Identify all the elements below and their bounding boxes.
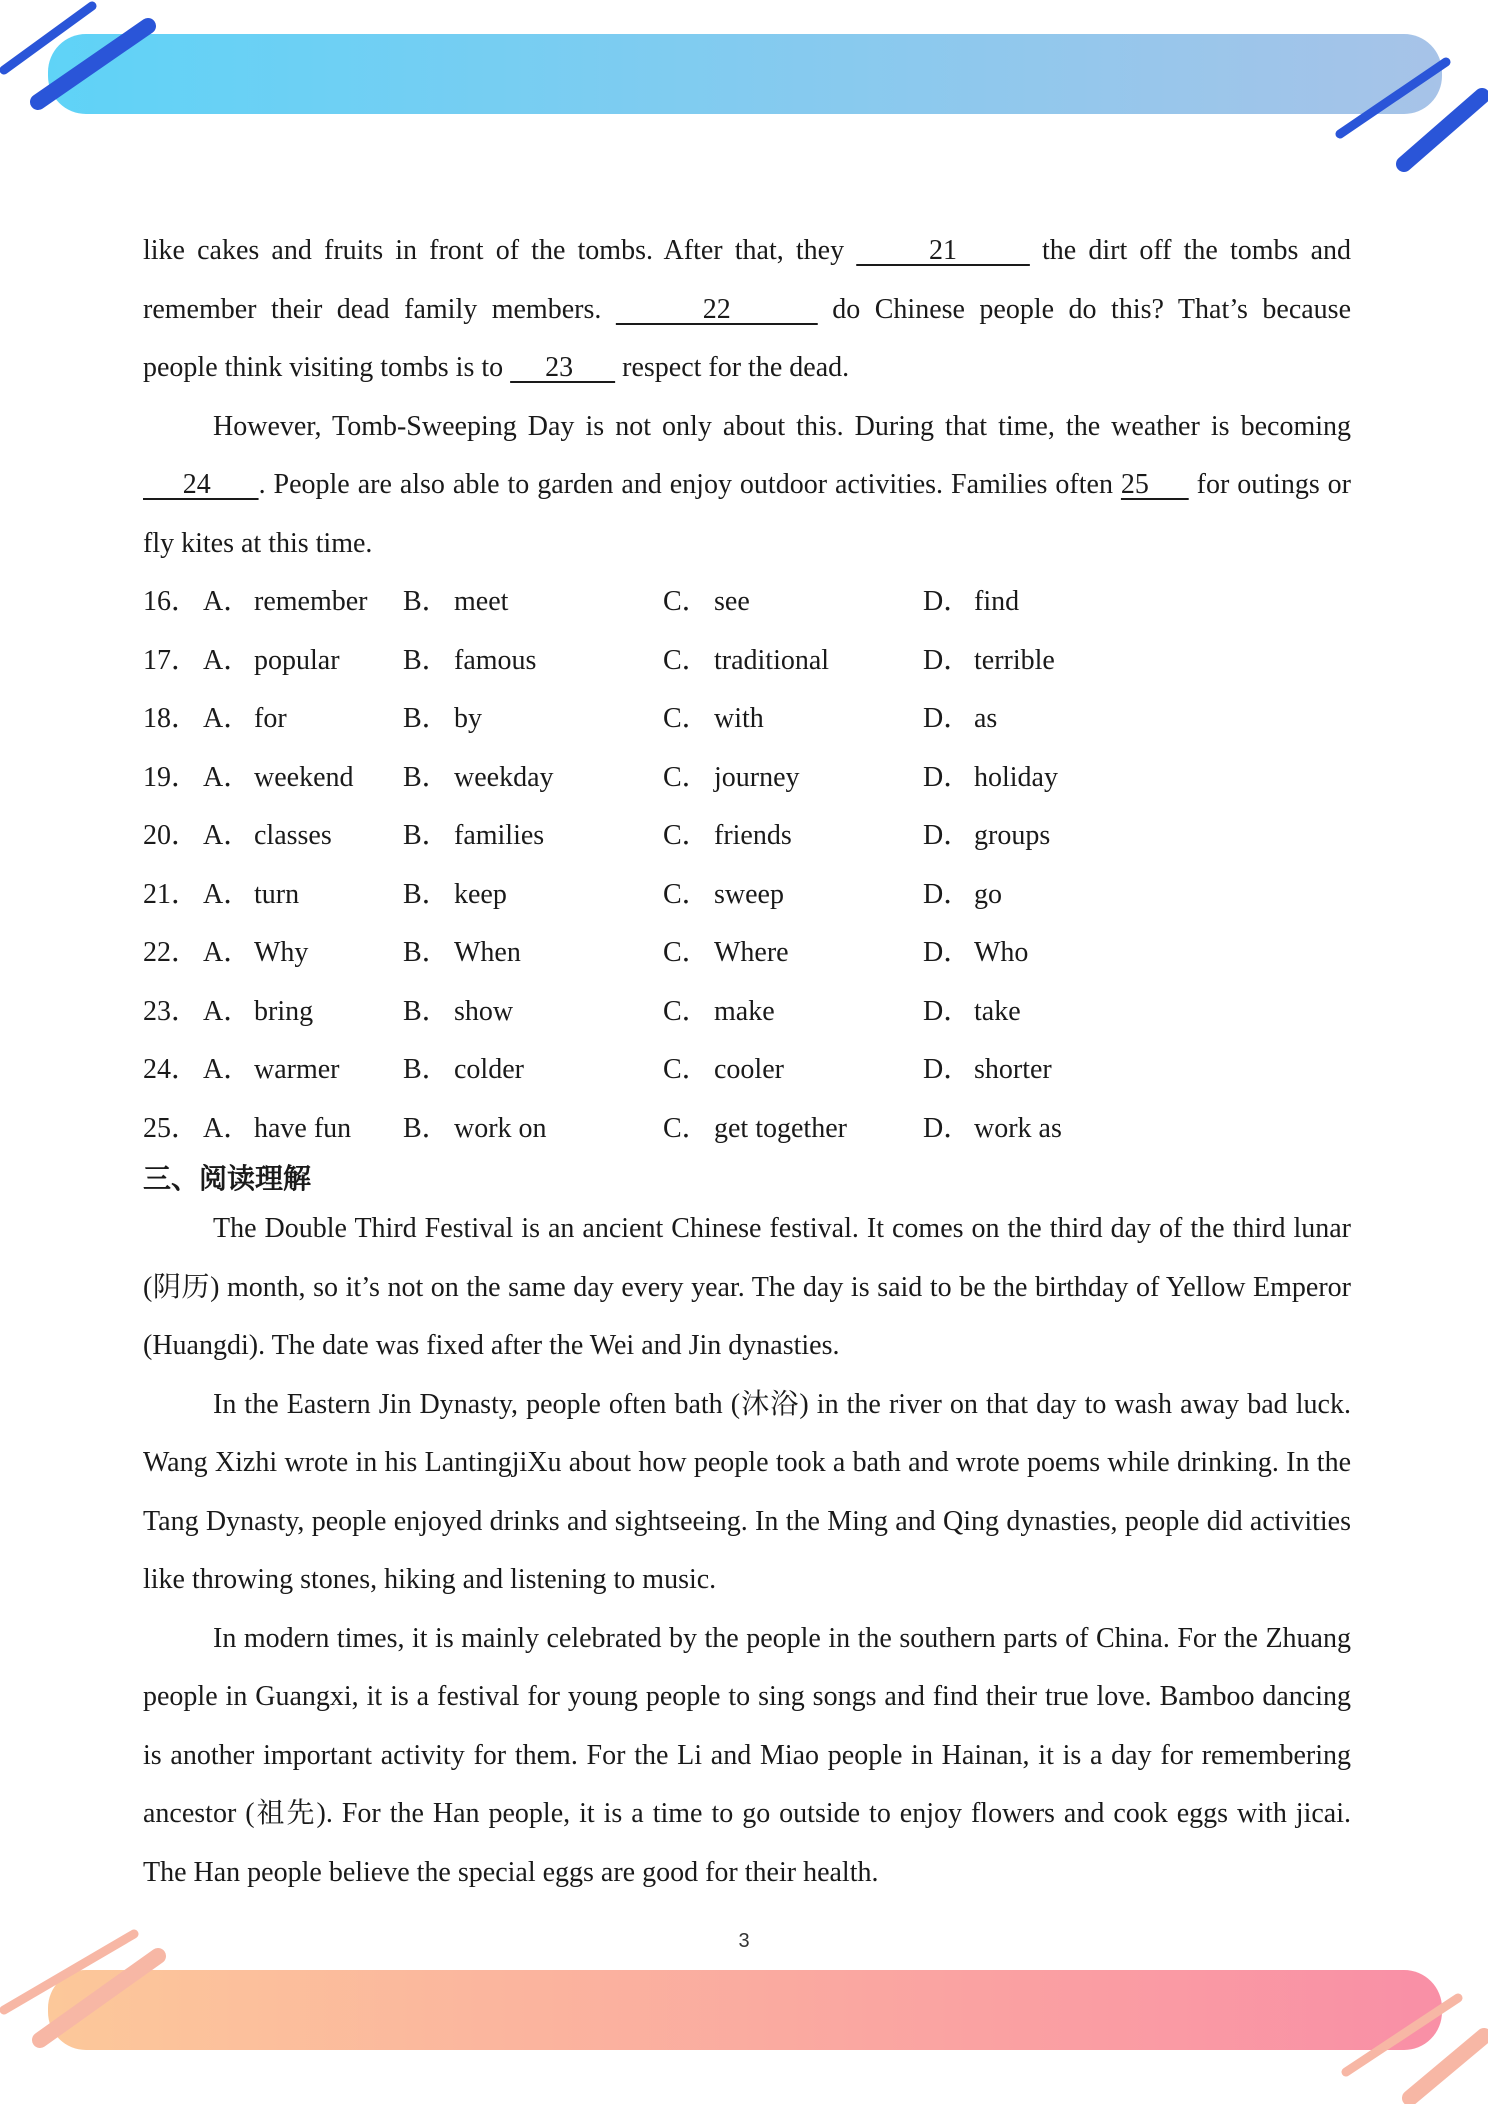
option-b [403, 807, 663, 866]
option-b [403, 866, 663, 925]
text: people think visiting tombs is to [143, 352, 511, 383]
text: do Chinese people do this? That’s because [817, 293, 1352, 325]
text: the dirt off the tombs and [1029, 235, 1351, 266]
cloze-paragraph-2 [143, 398, 1351, 574]
option-letter: A． [203, 1054, 252, 1085]
option-text: warmer [254, 1054, 340, 1085]
option-text: holiday [974, 761, 1058, 793]
option-b [403, 1041, 663, 1100]
blank-22: 22 [615, 293, 818, 325]
text: for outings or fly kites at this time. [143, 469, 1352, 559]
option-b [403, 690, 663, 749]
option-b [403, 632, 663, 691]
blank-25: 25 [1120, 469, 1189, 500]
option-text: traditional [714, 644, 830, 676]
option-text: colder [454, 1054, 524, 1085]
option-text: terrible [974, 644, 1055, 676]
option-text: show [454, 995, 514, 1027]
option-letter: B． [403, 878, 450, 910]
option-letter: C． [663, 703, 710, 734]
option-b [403, 1100, 663, 1159]
option-letter: A． [203, 1112, 252, 1144]
option-letter: D． [923, 878, 972, 910]
option-text: see [714, 586, 750, 617]
option-text: by [454, 703, 482, 734]
blank-21: 21 [856, 235, 1030, 266]
cloze-line-2 [143, 281, 1351, 340]
option-text: bring [254, 995, 314, 1027]
option-letter: D． [923, 586, 972, 617]
option-letter: C． [663, 1112, 710, 1144]
option-text: classes [254, 820, 332, 851]
option-text: Why [254, 937, 309, 968]
option-a [203, 924, 403, 983]
option-letter: A． [203, 937, 252, 968]
option-text: groups [974, 820, 1051, 851]
option-d [923, 749, 1123, 808]
option-row [143, 573, 1351, 632]
option-text: shorter [974, 1054, 1052, 1085]
option-letter: B． [403, 1112, 450, 1144]
question-number: 21． [143, 878, 200, 910]
option-b [403, 749, 663, 808]
option-d [923, 866, 1123, 925]
option-text: sweep [714, 878, 784, 910]
option-c [663, 573, 923, 632]
option-letter: A． [203, 644, 252, 676]
option-a [203, 573, 403, 632]
text: . People are also able to garden and enjoy outdoor activities. Families often [258, 469, 1121, 500]
option-b [403, 924, 663, 983]
option-letter: B． [403, 820, 450, 851]
question-number: 25． [143, 1112, 200, 1144]
option-letter: D． [923, 937, 972, 968]
option-c [663, 807, 923, 866]
option-c [663, 866, 923, 925]
option-letter: A． [203, 703, 252, 734]
blank-24: 24 [143, 469, 259, 500]
option-b [403, 573, 663, 632]
option-text: for [254, 703, 287, 734]
option-text: as [974, 703, 998, 734]
option-letter: A． [203, 586, 252, 617]
option-letter: B． [403, 761, 450, 793]
option-text: families [454, 820, 545, 851]
option-text: find [974, 586, 1020, 617]
top-banner [0, 0, 1488, 180]
options-list [143, 573, 1351, 1158]
page-number: 3 [738, 1930, 750, 1952]
option-letter: A． [203, 820, 252, 851]
option-letter: A． [203, 878, 252, 910]
text: However, Tomb-Sweeping Day is not only about this. During that time, the weather is becoming [213, 410, 1351, 442]
option-text: weekend [254, 761, 354, 793]
option-row [143, 1041, 1351, 1100]
option-letter: A． [203, 761, 252, 793]
option-d [923, 632, 1123, 691]
page-content [143, 222, 1351, 1902]
option-text: keep [454, 878, 507, 910]
option-text: famous [454, 644, 537, 676]
option-letter: D． [923, 1112, 972, 1144]
option-a [203, 690, 403, 749]
option-letter: B． [403, 703, 450, 734]
option-d [923, 1100, 1123, 1159]
option-text: journey [714, 761, 800, 793]
option-c [663, 924, 923, 983]
option-letter: C． [663, 761, 710, 793]
option-c [663, 632, 923, 691]
option-text: Where [714, 937, 789, 968]
option-letter: C． [663, 820, 710, 851]
option-a [203, 1041, 403, 1100]
option-text: go [974, 878, 1002, 910]
option-d [923, 807, 1123, 866]
option-letter: C． [663, 644, 710, 676]
option-c [663, 1100, 923, 1159]
cloze-line-3 [143, 339, 1351, 398]
bottom-banner-bar [48, 1970, 1442, 2050]
option-row [143, 983, 1351, 1042]
option-text: remember [254, 586, 368, 617]
option-d [923, 573, 1123, 632]
question-number: 24． [143, 1054, 200, 1085]
blank-23: 23 [510, 352, 616, 383]
text: remember their dead family members. [143, 293, 616, 325]
option-row [143, 807, 1351, 866]
reading-paragraph-1: The Double Third Festival is an ancient Chinese festival. It comes on the third day of the third lunar (阴历) month, so it’s not on the same day every year. The day is said to be the birthday of Yellow Emperor (Huangdi). The date was fixed after the Wei and Jin dynasties. [143, 1213, 1351, 1361]
option-a [203, 632, 403, 691]
option-text: with [714, 703, 764, 734]
option-letter: A． [203, 995, 252, 1027]
question-number: 23． [143, 995, 200, 1027]
reading-paragraph-2: In the Eastern Jin Dynasty, people often bath (沐浴) in the river on that day to wash away bad luck. Wang Xizhi wrote in his LantingjiXu about how people took a bath and wrote poems while drinking. In the Tang Dynasty, people enjoyed drinks and sightseeing. In the Ming and Qing dynasties, people did activities like throwing stones, hiking and listening to music. [143, 1388, 1351, 1595]
question-number: 22． [143, 937, 200, 968]
option-text: work on [454, 1112, 547, 1144]
option-d [923, 924, 1123, 983]
question-number: 16． [143, 586, 200, 617]
option-b [403, 983, 663, 1042]
option-text: friends [714, 820, 792, 851]
option-text: meet [454, 586, 509, 617]
option-letter: B． [403, 937, 450, 968]
question-number: 20． [143, 820, 200, 851]
option-row [143, 866, 1351, 925]
option-letter: D． [923, 995, 972, 1027]
option-letter: C． [663, 878, 710, 910]
section-heading: 三、阅读理解 [143, 1162, 312, 1195]
option-letter: C． [663, 937, 710, 968]
question-number: 18． [143, 703, 200, 734]
option-row [143, 924, 1351, 983]
top-banner-bar [48, 34, 1442, 114]
text: respect for the dead. [615, 352, 850, 383]
option-text: take [974, 995, 1021, 1027]
option-d [923, 690, 1123, 749]
option-row [143, 690, 1351, 749]
option-letter: D． [923, 1054, 972, 1085]
option-c [663, 749, 923, 808]
option-text: make [714, 995, 775, 1027]
option-letter: C． [663, 586, 710, 617]
option-d [923, 1041, 1123, 1100]
option-letter: B． [403, 1054, 450, 1085]
option-c [663, 1041, 923, 1100]
cloze-line-1 [143, 222, 1351, 281]
option-a [203, 983, 403, 1042]
option-letter: D． [923, 761, 972, 793]
option-text: cooler [714, 1054, 784, 1085]
option-letter: B． [403, 995, 450, 1027]
option-a [203, 807, 403, 866]
question-number: 19． [143, 761, 200, 793]
option-letter: D． [923, 703, 972, 734]
text: like cakes and fruits in front of the tombs. After that, they [143, 235, 857, 266]
option-text: turn [254, 878, 300, 910]
question-number: 17． [143, 644, 200, 676]
option-letter: C． [663, 995, 710, 1027]
option-text: have fun [254, 1112, 352, 1144]
reading-paragraph-3: In modern times, it is mainly celebrated by the people in the southern parts of China. For the Zhuang people in Guangxi, it is a festival for young people to sing songs and find their true love. Bamboo dancing is another important activity for them. For the Li and Miao people in Hainan, it is a day for remembering ancestor (祖先). For the Han people, it is a time to go outside to enjoy flowers and cook eggs with jicai. The Han people believe the special eggs are good for their health. [143, 1622, 1351, 1888]
option-row [143, 1100, 1351, 1159]
option-row [143, 749, 1351, 808]
option-text: When [454, 937, 521, 968]
option-a [203, 749, 403, 808]
option-d [923, 983, 1123, 1042]
option-letter: B． [403, 644, 450, 676]
option-a [203, 1100, 403, 1159]
option-a [203, 866, 403, 925]
option-text: get together [714, 1112, 847, 1144]
option-letter: C． [663, 1054, 710, 1085]
option-letter: D． [923, 644, 972, 676]
option-letter: B． [403, 586, 450, 617]
option-text: work as [974, 1112, 1062, 1144]
option-text: weekday [454, 761, 554, 793]
option-c [663, 690, 923, 749]
option-text: Who [974, 937, 1029, 968]
option-row [143, 632, 1351, 691]
option-letter: D． [923, 820, 972, 851]
option-c [663, 983, 923, 1042]
option-text: popular [254, 644, 340, 676]
